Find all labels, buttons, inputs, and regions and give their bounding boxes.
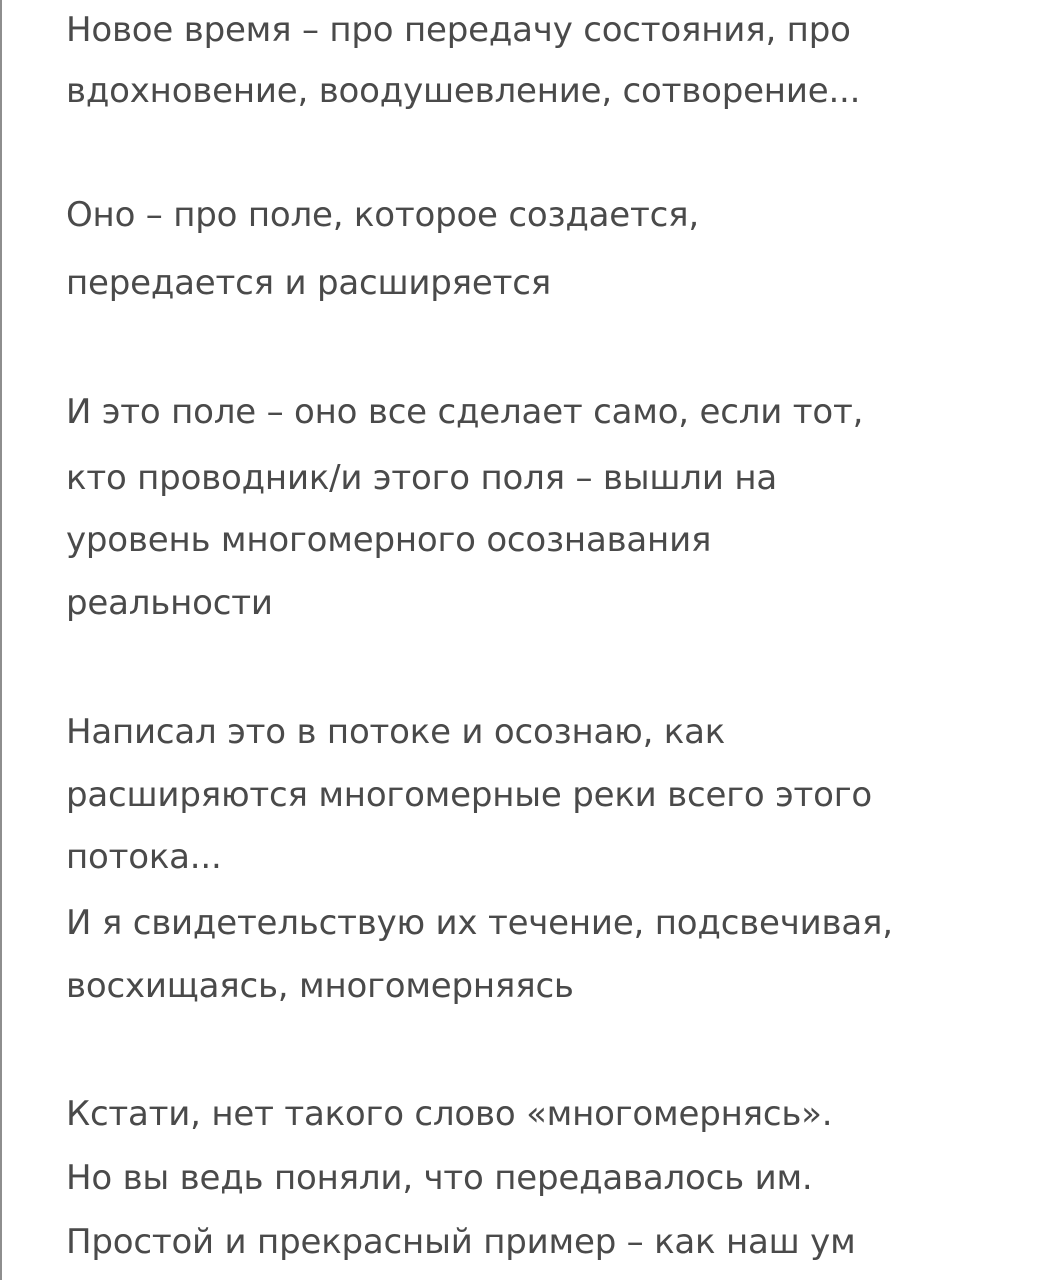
note-line: Написал это в потоке и осознаю, как [66, 712, 726, 752]
note-line: вдохновение, воодушевление, сотворение... [66, 71, 861, 111]
note-line: расширяются многомерные реки всего этого [66, 775, 873, 815]
note-line: уровень многомерного осознавания [66, 520, 712, 560]
note-line: Новое время – про передачу состояния, про [66, 10, 851, 50]
note-line: Кстати, нет такого слово «многомернясь». [66, 1094, 833, 1134]
note-line: кто проводник/и этого поля – вышли на [66, 458, 777, 498]
note-line: передается и расширяется [66, 263, 551, 303]
note-line: восхищаясь, многомерняясь [66, 966, 574, 1006]
note-line: Но вы ведь поняли, что передавалось им. [66, 1158, 813, 1198]
note-line: Простой и прекрасный пример – как наш ум [66, 1222, 856, 1262]
note-line: И это поле – оно все сделает само, если тот, [66, 392, 864, 432]
note-line: реальности [66, 583, 273, 623]
note-line: потока... [66, 837, 222, 877]
note-line: И я свидетельствую их течение, подсвечивая, [66, 903, 893, 943]
note-line: Оно – про поле, которое создается, [66, 195, 699, 235]
